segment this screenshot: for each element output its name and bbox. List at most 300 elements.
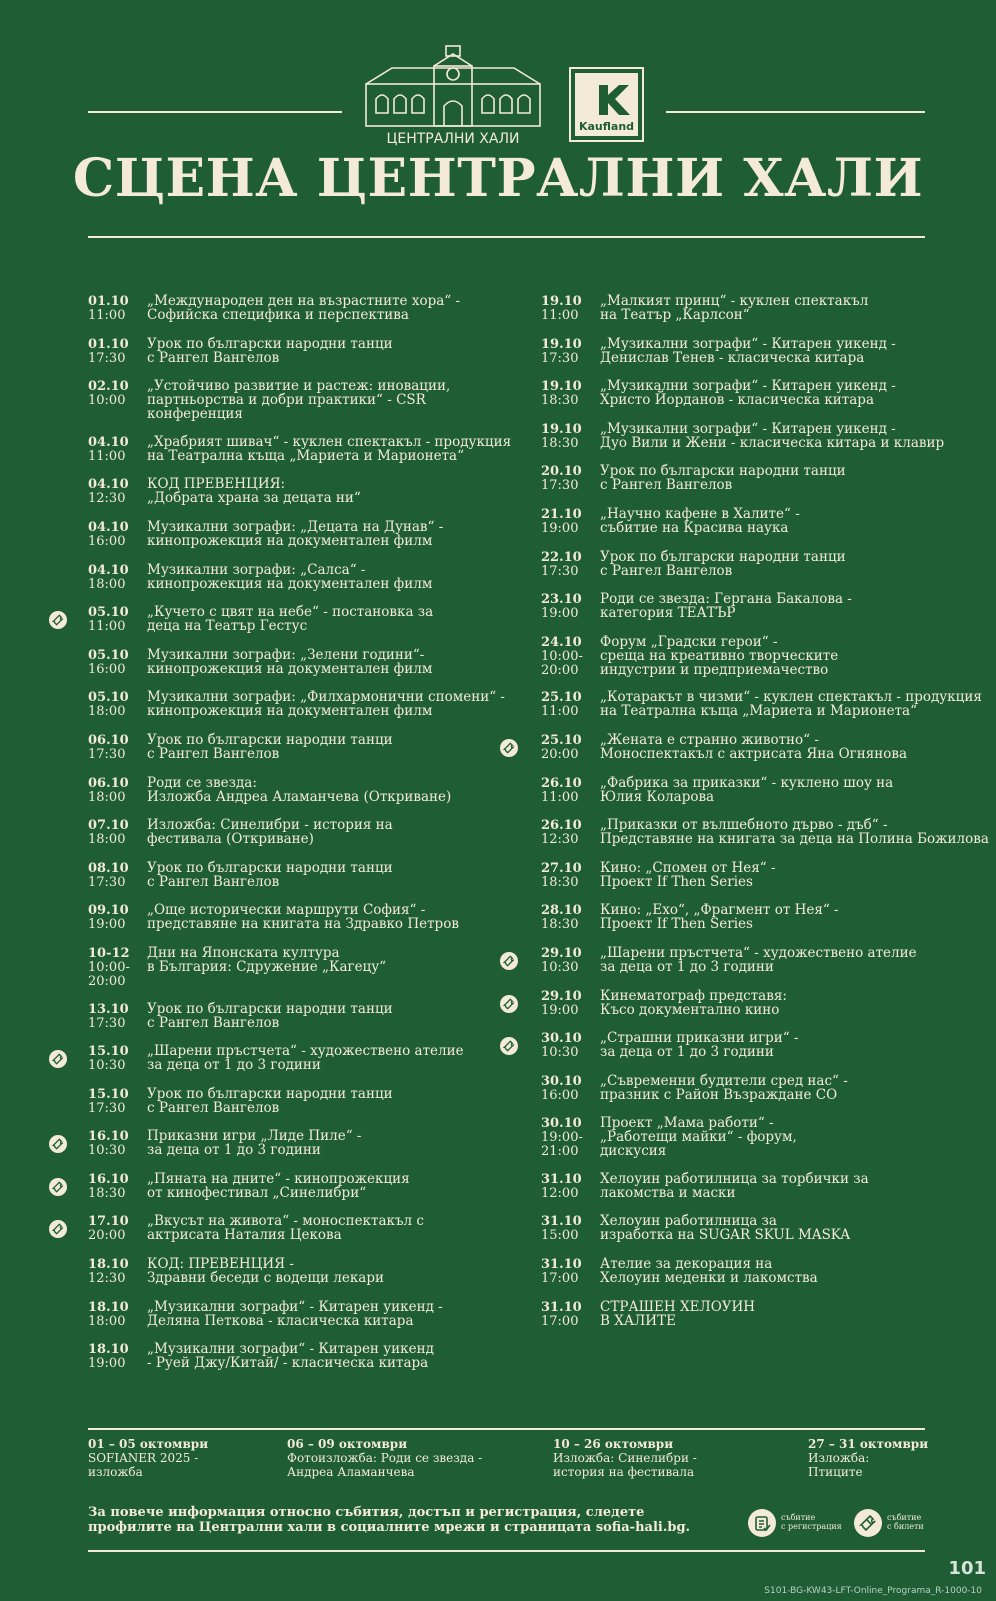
event-text-line: „Музикални зографи“ - Китарен уикенд -	[600, 378, 896, 395]
event-description	[600, 550, 991, 578]
event-datetime	[88, 294, 146, 323]
event-description	[600, 1116, 991, 1158]
exhibition-line: Изложба:	[808, 1451, 870, 1465]
event-text-line: Представяне на книгата за деца на Полина Божилова	[600, 831, 989, 848]
legend-label: събитие	[887, 1513, 922, 1522]
event-date: 01.10	[88, 336, 129, 352]
event-text-line: Хелоуин работилница за	[600, 1213, 777, 1230]
event-date: 31.10	[541, 1257, 582, 1273]
event-item	[541, 903, 991, 946]
event-description	[147, 1214, 528, 1242]
event-datetime	[88, 648, 146, 677]
title-rule	[88, 236, 925, 238]
event-time: 18:00	[88, 1313, 126, 1329]
event-date: 05.10	[88, 690, 129, 706]
event-date: 07.10	[88, 818, 129, 834]
event-text-line: събитие на Красива наука	[600, 519, 789, 536]
exhibition-range: 06 – 09 октомври	[287, 1437, 408, 1451]
event-text-line: дискусия	[600, 1143, 667, 1160]
event-item	[88, 1129, 528, 1172]
event-description	[600, 592, 991, 620]
event-datetime	[88, 379, 146, 408]
event-description	[600, 733, 991, 761]
event-description	[147, 1087, 528, 1115]
event-text-line: - Руей Джу/Китай/ - класическа китара	[147, 1355, 429, 1372]
event-item	[88, 1214, 528, 1257]
event-item	[88, 1044, 528, 1087]
event-time: 18:30	[88, 1185, 126, 1201]
event-date: 26.10	[541, 775, 582, 791]
event-text-line: КОД ПРЕВЕНЦИЯ:	[147, 476, 286, 493]
event-date: 31.10	[541, 1171, 582, 1187]
events-column-left	[88, 294, 528, 1385]
event-text-line: Музикални зографи: „Салса“ -	[147, 561, 366, 578]
event-text-line: „Пяната на дните“ - кинопрожекция	[147, 1170, 410, 1187]
event-text-line: Моноспектакъл с актрисата Яна Огнянова	[600, 745, 908, 762]
event-datetime	[541, 1214, 599, 1243]
event-time: 18:00	[88, 832, 126, 848]
event-date: 18.10	[88, 1342, 129, 1358]
event-text-line: Юлия Коларова	[600, 788, 715, 805]
event-item	[541, 1300, 991, 1343]
event-item	[88, 1002, 528, 1045]
event-text-line: Здравни беседи с водещи лекари	[147, 1270, 384, 1287]
event-datetime	[88, 435, 146, 464]
exhibition-line: Андреа Аламанчева	[287, 1465, 415, 1479]
event-date: 18.10	[88, 1299, 129, 1315]
event-date: 16.10	[88, 1171, 129, 1187]
footer-note-line: За повече информация относно събития, достъп и регистрация, следете	[88, 1505, 645, 1520]
event-text-line: „Шарени пръстчета“ - художествено ателие	[147, 1043, 464, 1060]
event-datetime	[541, 464, 599, 493]
document-code: S101-BG-KW43-LFT-Online_Programa_R-1000-10	[764, 1586, 982, 1596]
event-date: 09.10	[88, 903, 129, 919]
event-item	[88, 1300, 528, 1343]
event-time: 17:30	[88, 1015, 126, 1031]
event-item	[88, 1257, 528, 1300]
event-text-line: представяне на книгата на Здравко Петров	[147, 916, 459, 933]
event-time: 18:30	[541, 393, 579, 409]
event-description	[147, 337, 528, 365]
exhibition-range: 27 – 31 октомври	[808, 1437, 929, 1451]
event-text-line: „Страшни приказни игри“ -	[600, 1030, 799, 1047]
event-datetime	[541, 507, 599, 536]
event-time: 11:00	[541, 308, 579, 323]
event-text-line: с Рангел Вангелов	[600, 477, 733, 494]
ticket-icon	[500, 952, 518, 970]
event-text-line: Изложба: Синелибри - история на	[147, 817, 393, 834]
event-text-line: „Международен ден на възрастните хора“ -	[147, 293, 461, 309]
event-text-line: среща на креативно творческите	[600, 647, 839, 664]
clipboard-icon	[748, 1509, 776, 1537]
ticket-icon	[49, 1178, 67, 1196]
event-text-line: на Театър „Карлсон“	[600, 307, 750, 323]
event-text-line: Музикални зографи: „Децата на Дунав“ -	[147, 518, 444, 535]
event-date: 23.10	[541, 592, 582, 608]
legend-label: събитие	[781, 1513, 816, 1522]
event-description	[147, 903, 528, 931]
event-description	[147, 946, 528, 974]
event-time: 16:00	[88, 661, 126, 677]
exhibition-1	[88, 1437, 208, 1479]
event-datetime	[541, 1257, 599, 1286]
event-time: 19:00	[88, 1356, 126, 1372]
event-description	[147, 1342, 528, 1370]
event-text-line: Проект If Then Series	[600, 916, 753, 933]
event-text-line: „Кучето с цвят на небе“ - постановка за	[147, 604, 434, 621]
ticket-icon	[500, 995, 518, 1013]
event-item	[541, 550, 991, 593]
event-datetime	[88, 1257, 146, 1286]
event-item	[541, 1074, 991, 1117]
event-item	[541, 1172, 991, 1215]
event-item	[88, 563, 528, 606]
event-text-line: „Шарени пръстчета“ - художествено ателие	[600, 944, 917, 961]
event-item	[541, 690, 991, 733]
event-text-line: Урок по български народни танци	[147, 859, 393, 876]
event-description	[147, 1300, 528, 1328]
event-time: 18:00	[88, 576, 126, 592]
event-text-line: Деляна Петкова - класическа китара	[147, 1312, 414, 1329]
event-date: 30.10	[541, 1116, 582, 1132]
event-text-line: Късо документално кино	[600, 1001, 780, 1018]
event-time: 10:30	[88, 1058, 126, 1074]
event-description	[600, 337, 991, 365]
event-text-line: Софийска специфика и перспектива	[147, 307, 409, 323]
event-item	[88, 379, 528, 435]
event-text-line: с Рангел Вангелов	[600, 562, 733, 579]
event-text-line: „Фабрика за приказки“ - куклено шоу на	[600, 774, 894, 791]
event-description	[600, 1214, 991, 1242]
event-date: 19.10	[541, 336, 582, 352]
footer-note-line: профилите на Централни хали в социалните мрежи и страницата sofia-hali.bg.	[88, 1520, 691, 1535]
event-item	[88, 1172, 528, 1215]
event-text-line: празник с Район Възраждане СО	[600, 1086, 838, 1103]
event-datetime	[541, 989, 599, 1018]
page-title: СЦЕНА ЦЕНТРАЛНИ ХАЛИ	[72, 148, 924, 209]
event-description	[147, 1044, 528, 1072]
event-date: 25.10	[541, 690, 582, 706]
event-time: 16:00	[88, 533, 126, 549]
event-text-line: СТРАШЕН ХЕЛОУИН	[600, 1298, 756, 1315]
event-text-line: Дуо Вили и Жени - класическа китара и клавир	[600, 434, 945, 451]
event-time: 19:00	[541, 520, 579, 536]
page-number: 101	[948, 1558, 986, 1579]
event-text-line: Урок по български народни танци	[600, 548, 846, 565]
event-time: 11:00	[88, 448, 126, 464]
event-text-line: „Музикални зографи“ - Китарен уикенд -	[600, 420, 896, 437]
event-time: 18:00	[88, 789, 126, 805]
event-text-line: „Работещи майки“ - форум,	[600, 1129, 797, 1146]
event-text-line: „Добрата храна за децата ни“	[147, 490, 361, 507]
event-text-line: Роди се звезда: Гергана Бакалова -	[600, 591, 852, 608]
event-description	[147, 690, 528, 718]
event-item	[88, 1087, 528, 1130]
event-time: 19:00-	[541, 1130, 583, 1146]
event-date: 05.10	[88, 647, 129, 663]
event-item	[88, 861, 528, 904]
event-item	[541, 464, 991, 507]
event-datetime	[88, 946, 146, 989]
event-datetime	[541, 690, 599, 719]
event-description	[600, 379, 991, 407]
event-date: 31.10	[541, 1214, 582, 1230]
event-text-line: за деца от 1 до 3 години	[147, 1142, 321, 1159]
exhibition-2	[287, 1437, 482, 1479]
event-text-line: кинопрожекция на документален филм	[147, 575, 433, 592]
event-time: 19:00	[88, 917, 126, 933]
event-time: 20:00	[541, 746, 579, 762]
event-time: 10:00	[88, 393, 126, 409]
event-datetime	[541, 1031, 599, 1060]
event-text-line: на Театрална къща „Мариета и Марионета“	[600, 703, 918, 720]
event-time: 17:00	[541, 1271, 579, 1287]
event-date: 04.10	[88, 519, 129, 535]
event-date: 15.10	[88, 1044, 129, 1060]
event-description	[147, 477, 528, 505]
event-text-line: в България: Сдружение „Кагецу“	[147, 958, 387, 975]
event-text-line: от кинофестивал „Синелибри“	[147, 1184, 367, 1201]
event-date: 19.10	[541, 421, 582, 437]
event-text-line: Проект If Then Series	[600, 873, 753, 890]
event-item	[541, 507, 991, 550]
event-description	[147, 1172, 528, 1200]
event-item	[541, 1214, 991, 1257]
event-item	[541, 733, 991, 776]
event-text-line: деца на Театър Гестус	[147, 618, 308, 635]
event-description	[147, 733, 528, 761]
event-text-line: Музикални зографи: „Филхармонични спомени“ -	[147, 689, 505, 706]
event-datetime	[541, 1074, 599, 1103]
kaufland-wordmark: Kaufland	[578, 120, 635, 133]
event-datetime	[541, 1300, 599, 1329]
event-text-line: с Рангел Вангелов	[147, 873, 280, 890]
event-datetime	[541, 1116, 599, 1159]
event-item	[541, 337, 991, 380]
event-time: 20:00	[541, 662, 579, 678]
event-text-line: за деца от 1 до 3 години	[600, 1044, 774, 1061]
event-date: 31.10	[541, 1299, 582, 1315]
event-text-line: фестивала (Откриване)	[147, 831, 314, 848]
event-item	[88, 648, 528, 691]
event-datetime	[88, 1087, 146, 1116]
event-datetime	[88, 818, 146, 847]
event-text-line: Проект „Мама работи“ -	[600, 1115, 774, 1132]
event-time: 10:30	[541, 1045, 579, 1061]
event-time: 17:30	[541, 478, 579, 494]
event-description	[600, 464, 991, 492]
exhibition-line: изложба	[88, 1465, 143, 1479]
event-text-line: с Рангел Вангелов	[147, 349, 280, 366]
event-time: 17:30	[88, 874, 126, 890]
event-datetime	[541, 903, 599, 932]
event-datetime	[88, 1002, 146, 1031]
event-item	[541, 861, 991, 904]
event-datetime	[88, 733, 146, 762]
event-date: 21.10	[541, 506, 582, 522]
event-datetime	[541, 818, 599, 847]
event-date: 18.10	[88, 1257, 129, 1273]
event-date: 16.10	[88, 1129, 129, 1145]
event-datetime	[88, 337, 146, 366]
event-datetime	[541, 1172, 599, 1201]
event-text-line: „Храбрият шивач“ - куклен спектакъл - продукция	[147, 433, 512, 450]
event-time: 15:00	[541, 1228, 579, 1244]
event-datetime	[541, 550, 599, 579]
header-line-right	[666, 111, 925, 113]
exhibition-4	[808, 1437, 928, 1479]
event-text-line: „Приказки от вълшебното дърво - дъб“ -	[600, 817, 888, 834]
event-time: 12:00	[541, 1185, 579, 1201]
event-text-line: с Рангел Вангелов	[147, 745, 280, 762]
event-description	[600, 861, 991, 889]
event-time: 12:30	[88, 1271, 126, 1287]
event-description	[600, 1300, 991, 1328]
event-text-line: „Малкият принц“ - куклен спектакъл	[600, 293, 869, 309]
event-date: 29.10	[541, 945, 582, 961]
event-time: 18:00	[88, 704, 126, 720]
event-text-line: лакомства и маски	[600, 1184, 736, 1201]
event-text-line: Дни на Японската култура	[147, 944, 340, 961]
event-date: 01.10	[88, 294, 129, 309]
event-datetime	[541, 861, 599, 890]
event-description	[147, 379, 528, 421]
event-time: 11:00	[541, 789, 579, 805]
event-text-line: Урок по български народни танци	[147, 1000, 393, 1017]
event-text-line: В ХАЛИТЕ	[600, 1312, 676, 1329]
event-text-line: партньорства и добри практики“ - CSR	[147, 392, 426, 409]
kaufland-logo	[569, 67, 644, 142]
event-time: 12:30	[88, 491, 126, 507]
event-datetime	[541, 635, 599, 678]
event-date: 28.10	[541, 903, 582, 919]
event-datetime	[541, 592, 599, 621]
event-description	[600, 422, 991, 450]
event-date: 19.10	[541, 379, 582, 395]
event-description	[600, 946, 991, 974]
event-text-line: Форум „Градски герои“ -	[600, 633, 778, 650]
event-date: 15.10	[88, 1086, 129, 1102]
event-datetime	[88, 1172, 146, 1201]
event-time: 20:00	[88, 1228, 126, 1244]
event-date: 06.10	[88, 732, 129, 748]
event-text-line: „Научно кафене в Халите“ -	[600, 505, 800, 522]
event-description	[600, 294, 991, 322]
event-time: 19:00	[541, 606, 579, 622]
event-text-line: Музикални зографи: „Зелени години“-	[147, 646, 425, 663]
event-text-line: „Музикални зографи“ - Китарен уикенд -	[600, 335, 896, 352]
event-datetime	[541, 294, 599, 323]
event-text-line: Хелоуин меденки и лакомства	[600, 1270, 818, 1287]
event-item	[541, 1257, 991, 1300]
event-description	[147, 563, 528, 591]
event-item	[88, 690, 528, 733]
event-date: 04.10	[88, 477, 129, 493]
event-description	[147, 605, 528, 633]
event-item	[88, 477, 528, 520]
event-item	[88, 337, 528, 380]
event-text-line: с Рангел Вангелов	[147, 1014, 280, 1031]
event-date: 22.10	[541, 549, 582, 565]
exhibition-line: Фотоизложба: Роди се звезда -	[287, 1451, 483, 1465]
event-description	[147, 1129, 528, 1157]
event-time: 12:30	[541, 832, 579, 848]
event-text-line: „Жената е странно животно“ -	[600, 731, 819, 748]
event-text-line: с Рангел Вангелов	[147, 1099, 280, 1116]
event-text-line: Изложба Андреа Аламанчева (Откриване)	[147, 788, 452, 805]
event-text-line: Денислав Тенев - класическа китара	[600, 349, 865, 366]
event-text-line: „Още исторически маршрути София“ -	[147, 902, 426, 919]
event-date: 04.10	[88, 434, 129, 450]
event-datetime	[88, 563, 146, 592]
event-time: 17:00	[541, 1313, 579, 1329]
event-description	[147, 1257, 528, 1285]
event-description	[600, 1031, 991, 1059]
event-time: 17:30	[88, 1100, 126, 1116]
event-text-line: Кино: „Ехо“, „Фрагмент от Нея“ -	[600, 902, 839, 919]
event-date: 04.10	[88, 562, 129, 578]
event-text-line: конференция	[147, 406, 243, 423]
event-date: 19.10	[541, 294, 582, 309]
event-description	[600, 989, 991, 1017]
event-date: 30.10	[541, 1031, 582, 1047]
event-item	[88, 520, 528, 563]
event-item	[541, 1031, 991, 1074]
event-date: 24.10	[541, 634, 582, 650]
event-description	[600, 635, 991, 677]
ticket-icon	[854, 1509, 882, 1537]
exhibition-3	[553, 1437, 697, 1479]
event-description	[600, 903, 991, 931]
event-time: 18:30	[541, 917, 579, 933]
event-text-line: Кино: „Спомен от Нея“ -	[600, 859, 776, 876]
event-description	[147, 776, 528, 804]
event-description	[600, 507, 991, 535]
event-item	[88, 435, 528, 478]
event-description	[600, 690, 991, 718]
event-description	[147, 435, 528, 463]
event-text-line: Кинематограф представя:	[600, 987, 787, 1004]
event-text-line: Роди се звезда:	[147, 774, 257, 791]
event-datetime	[88, 1214, 146, 1243]
event-datetime	[88, 520, 146, 549]
event-datetime	[88, 605, 146, 634]
event-text-line: за деца от 1 до 3 години	[600, 958, 774, 975]
event-description	[600, 1074, 991, 1102]
logo-text: ЦЕНТРАЛНИ ХАЛИ	[386, 131, 520, 146]
exhibition-line: Изложба: Синелибри -	[553, 1451, 697, 1465]
event-time: 18:30	[541, 874, 579, 890]
event-datetime	[88, 1300, 146, 1329]
event-datetime	[541, 422, 599, 451]
event-time: 11:00	[88, 308, 126, 323]
event-datetime	[88, 1342, 146, 1371]
event-time: 18:30	[541, 435, 579, 451]
event-text-line: Урок по български народни танци	[147, 1085, 393, 1102]
event-item	[88, 946, 528, 1002]
legend-label: с билети	[887, 1522, 924, 1531]
event-item	[88, 733, 528, 776]
event-date: 10-12	[88, 945, 130, 961]
event-datetime	[541, 733, 599, 762]
ticket-icon	[49, 1135, 67, 1153]
event-description	[147, 818, 528, 846]
event-date: 27.10	[541, 860, 582, 876]
event-datetime	[88, 776, 146, 805]
event-description	[600, 818, 991, 846]
event-date: 26.10	[541, 818, 582, 834]
event-text-line: „Съвременни будители сред нас“ -	[600, 1072, 848, 1089]
